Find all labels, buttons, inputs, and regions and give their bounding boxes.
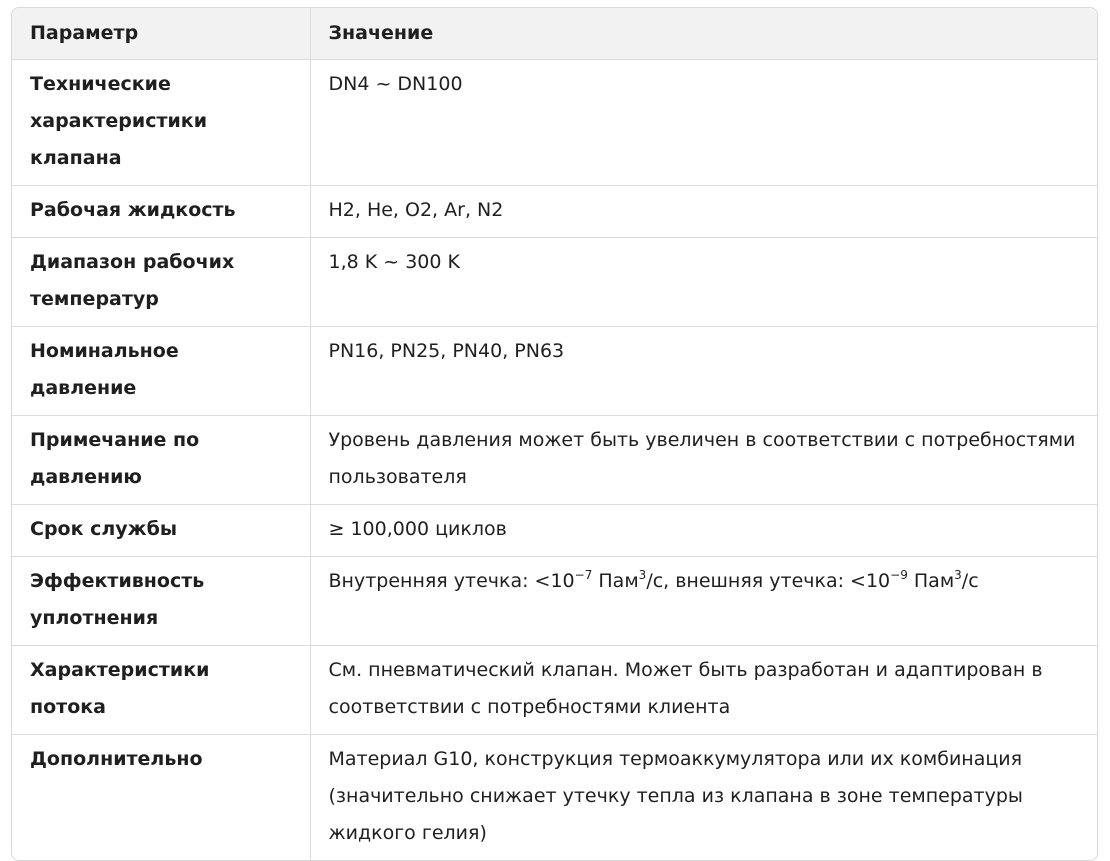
row-param: Характеристики потока [12, 646, 310, 735]
row-param: Примечание по давлению [12, 416, 310, 505]
row-value: PN16, PN25, PN40, PN63 [310, 327, 1097, 416]
table-row [12, 646, 1097, 735]
exponent: −9 [890, 568, 908, 582]
table-header-row [12, 8, 1097, 60]
table-row [12, 186, 1097, 238]
row-param: Срок службы [12, 505, 310, 557]
row-param: Технические характеристики клапана [12, 60, 310, 186]
value-text: Пам [907, 570, 955, 592]
row-param: Диапазон рабочих температур [12, 238, 310, 327]
value-text: /с, внешняя утечка: <10 [646, 570, 891, 592]
row-param: Номинальное давление [12, 327, 310, 416]
value-text: Пам [592, 570, 639, 592]
table-row [12, 327, 1097, 416]
row-value: DN4 ~ DN100 [310, 60, 1097, 186]
exponent: 3 [954, 568, 962, 582]
row-value: Уровень давления может быть увеличен в соответствии с потребностями пользователя [310, 416, 1097, 505]
row-param: Дополнительно [30, 748, 203, 770]
table-row [12, 416, 1097, 505]
exponent: −7 [574, 568, 593, 582]
row-param: Эффективность уплотнения [12, 557, 310, 646]
value-text: Внутренняя утечка: <10 [328, 570, 575, 592]
table-row [12, 557, 1097, 646]
header-parameter: Параметр [12, 8, 310, 60]
table-row [12, 238, 1097, 327]
row-value-sealing [310, 557, 1097, 646]
table-row [12, 505, 1097, 557]
spec-table [12, 8, 1097, 860]
exponent: 3 [638, 568, 647, 582]
row-value: H2, He, O2, Ar, N2 [310, 186, 1097, 238]
spec-table-container [11, 7, 1098, 861]
row-value: См. пневматический клапан. Может быть разработан и адаптирован в соответствии с потребностями клиента [310, 646, 1097, 735]
row-value: Материал G10, конструкция термоаккумулятора или их комбинация (значительно снижает утечку тепла из клапана в зоне температуры жидкого гелия) [310, 735, 1097, 861]
row-value: 1,8 K ~ 300 K [310, 238, 1097, 327]
table-row [12, 735, 1097, 861]
table-row [12, 60, 1097, 186]
header-value: Значение [310, 8, 1097, 60]
row-value: ≥ 100,000 циклов [310, 505, 1097, 557]
row-param: Рабочая жидкость [12, 186, 310, 238]
value-text: /с [961, 570, 979, 592]
